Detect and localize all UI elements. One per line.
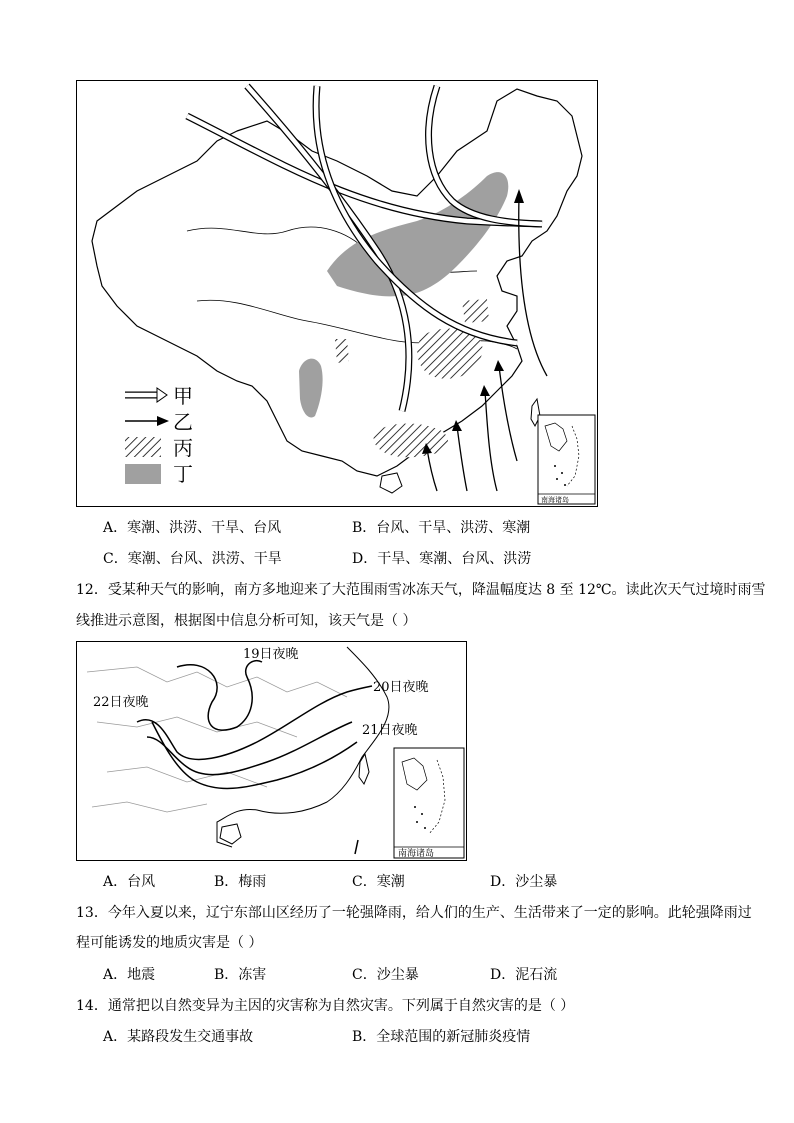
south-china-sea-inset xyxy=(538,415,595,504)
label-22: 22日夜晚 xyxy=(93,695,149,710)
legend-label-bing: 丙 xyxy=(173,436,193,460)
label-19: 19日夜晚 xyxy=(243,647,299,662)
legend-hatch-icon xyxy=(125,437,161,457)
q12-option-b[interactable]: B．梅雨 xyxy=(214,874,267,890)
snowline-22 xyxy=(152,722,357,788)
snowline-21 xyxy=(147,722,352,775)
label-21: 21日夜晚 xyxy=(362,723,418,738)
hainan-island xyxy=(380,473,402,493)
flood-region-small2 xyxy=(462,299,489,323)
flood-region-small1 xyxy=(335,339,349,363)
q13-option-c[interactable]: C．沙尘暴 xyxy=(352,967,419,983)
inset-label: 南海诸岛 xyxy=(541,496,569,504)
legend-double-arrow-icon xyxy=(125,388,167,402)
q12-option-d[interactable]: D．沙尘暴 xyxy=(490,874,558,890)
hainan-island-map2 xyxy=(220,824,241,844)
map-weather-phenomena xyxy=(76,80,598,507)
q12-option-a[interactable]: A．台风 xyxy=(103,874,156,890)
south-china-sea-inset-map2 xyxy=(394,748,464,859)
map-snowline-advance xyxy=(76,641,467,861)
q12-stem-line1: 12．受某种天气的影响，南方多地迎来了大范围雨雪冰冻天气，降温幅度达 8 至 12℃。读此次天气过境时雨雪 xyxy=(76,582,766,598)
q14-option-b[interactable]: B．全球范围的新冠肺炎疫情 xyxy=(352,1029,531,1045)
label-20: 20日夜晚 xyxy=(373,680,429,695)
china-map-svg xyxy=(77,81,596,505)
inset-label-map2: 南海诸岛 xyxy=(398,849,435,859)
q11-option-c[interactable]: C．寒潮、台风、洪涝、干旱 xyxy=(103,551,282,567)
legend-label-yi: 乙 xyxy=(173,410,193,434)
legend-single-arrow-icon xyxy=(125,416,169,426)
snowline-19 xyxy=(177,661,262,731)
q11-option-d[interactable]: D．干旱、寒潮、台风、洪涝 xyxy=(352,551,532,567)
q13-option-a[interactable]: A．地震 xyxy=(103,967,156,983)
legend-label-ding: 丁 xyxy=(173,462,193,486)
q12-stem-line2: 线推进示意图，根据图中信息分析可知，该天气是（ ） xyxy=(76,613,417,629)
legend-label-jia: 甲 xyxy=(173,384,193,408)
q11-option-b[interactable]: B．台风、干旱、洪涝、寒潮 xyxy=(352,520,531,536)
q14-stem-line1: 14．通常把以自然变异为主因的灾害称为自然灾害。下列属于自然灾害的是（ ） xyxy=(76,998,575,1014)
q14-option-a[interactable]: A．某路段发生交通事故 xyxy=(103,1029,254,1045)
q13-option-b[interactable]: B．冻害 xyxy=(214,967,267,983)
snowlines xyxy=(137,661,372,789)
snowline-map-svg xyxy=(77,642,465,859)
taiwan-island-map2 xyxy=(359,754,369,784)
legend-gray-icon xyxy=(125,464,161,484)
q12-option-c[interactable]: C．寒潮 xyxy=(352,874,405,890)
legend xyxy=(125,384,193,486)
small-island-mark xyxy=(355,840,358,854)
q13-stem-line2: 程可能诱发的地质灾害是（ ） xyxy=(76,935,263,951)
q13-option-d[interactable]: D．泥石流 xyxy=(490,967,558,983)
q13-stem-line1: 13．今年入夏以来，辽宁东部山区经历了一轮强降雨，给人们的生产、生活带来了一定的影响。此轮强降雨过 xyxy=(76,905,752,921)
q11-option-a[interactable]: A．寒潮、洪涝、干旱、台风 xyxy=(103,520,282,536)
